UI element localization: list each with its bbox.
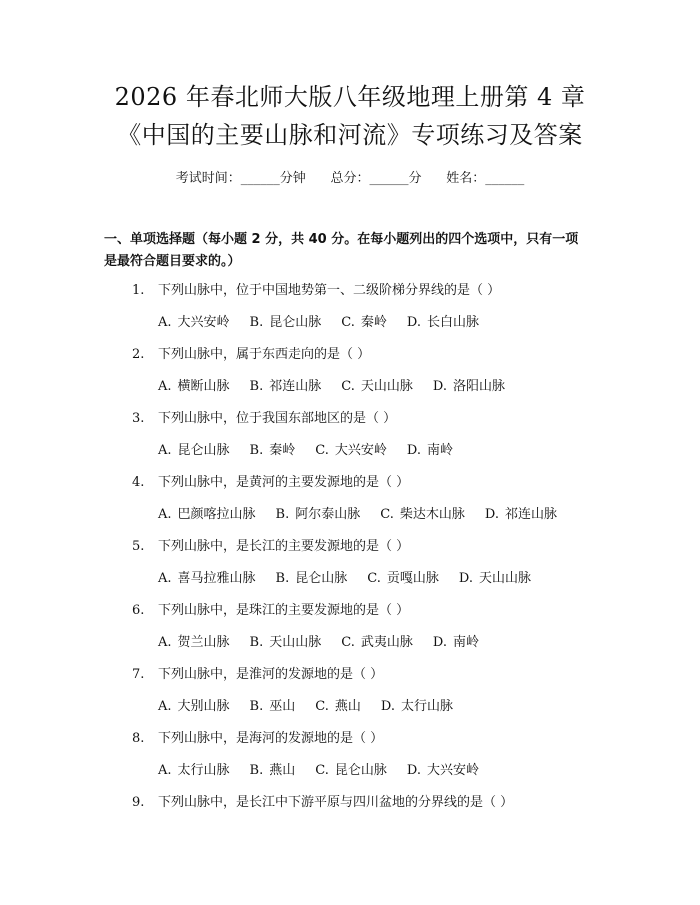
question-row (132, 602, 409, 620)
option-text: 天山山脉 (269, 635, 322, 650)
question-number: 1. (132, 283, 145, 298)
option-text: 横断山脉 (177, 379, 230, 394)
question-options (158, 570, 551, 588)
question-options (158, 762, 499, 780)
option-text: 昆仑山脉 (295, 571, 348, 586)
option-letter: C. (315, 699, 329, 714)
option-text: 巫山 (269, 699, 296, 714)
option-letter: C. (367, 571, 381, 586)
option-text: 柴达木山脉 (399, 507, 465, 522)
option-letter: C. (341, 315, 355, 330)
option-text: 秦岭 (269, 443, 296, 458)
option-text: 贡嘎山脉 (386, 571, 439, 586)
option-d[interactable] (381, 698, 453, 716)
option-text: 燕山 (334, 699, 361, 714)
question-text: 下列山脉中，位于中国地势第一、二级阶梯分界线的是（ ） (158, 283, 501, 298)
option-text: 喜马拉雅山脉 (177, 571, 256, 586)
option-text: 南岭 (426, 443, 453, 458)
option-text: 南岭 (452, 635, 479, 650)
option-text: 大别山脉 (177, 699, 230, 714)
option-letter: B. (275, 571, 290, 586)
option-a[interactable] (158, 698, 230, 716)
option-text: 大兴安岭 (334, 443, 387, 458)
question-text: 下列山脉中，是长江中下游平原与四川盆地的分界线的是（ ） (158, 795, 514, 810)
option-b[interactable] (250, 698, 296, 716)
option-a[interactable] (158, 314, 230, 332)
option-text: 太行山脉 (400, 699, 453, 714)
question-row (132, 794, 513, 812)
question-row (132, 730, 383, 748)
question-number: 8. (132, 731, 145, 746)
option-letter: D. (484, 507, 499, 522)
document-title-line-1: 2026 年春北师大版八年级地理上册第 4 章 (114, 83, 586, 111)
question-text: 下列山脉中，是海河的发源地的是（ ） (158, 731, 384, 746)
option-d[interactable] (407, 762, 479, 780)
option-a[interactable] (158, 506, 256, 524)
option-letter: C. (315, 763, 329, 778)
document-title-line-2: 《中国的主要山脉和河流》专项练习及答案 (117, 121, 583, 149)
question-text: 下列山脉中，是黄河的主要发源地的是（ ） (158, 475, 410, 490)
option-c[interactable] (315, 698, 361, 716)
option-letter: B. (249, 763, 264, 778)
option-text: 昆仑山脉 (177, 443, 230, 458)
option-text: 祁连山脉 (269, 379, 322, 394)
option-b[interactable] (276, 506, 361, 524)
option-letter: C. (380, 507, 394, 522)
option-a[interactable] (158, 634, 230, 652)
option-letter: D. (458, 571, 473, 586)
option-letter: A. (158, 699, 172, 714)
option-text: 长白山脉 (426, 315, 479, 330)
option-letter: B. (249, 315, 264, 330)
option-letter: B. (249, 699, 264, 714)
option-d[interactable] (459, 570, 531, 588)
question-text: 下列山脉中，属于东西走向的是（ ） (158, 347, 371, 362)
option-d[interactable] (485, 506, 557, 524)
question-text: 下列山脉中，是珠江的主要发源地的是（ ） (158, 603, 410, 618)
exam-meta-line: 考试时间：______分钟 总分：______分 姓名：______ (175, 171, 525, 186)
option-text: 大兴安岭 (426, 763, 479, 778)
option-c[interactable] (341, 314, 387, 332)
section-heading-line-1: 一、单项选择题（每小题 2 分，共 40 分。在每小题列出的四个选项中，只有一项 (104, 232, 579, 247)
question-options (158, 314, 499, 332)
section-heading-line-2: 是最符合题目要求的。） (104, 254, 241, 269)
option-text: 太行山脉 (177, 763, 230, 778)
option-letter: A. (158, 379, 172, 394)
option-letter: C. (315, 443, 329, 458)
question-row (132, 538, 409, 556)
option-letter: D. (432, 635, 447, 650)
question-row (132, 282, 500, 300)
question-row (132, 474, 409, 492)
question-text: 下列山脉中，位于我国东部地区的是（ ） (158, 411, 397, 426)
option-text: 洛阳山脉 (452, 379, 505, 394)
question-options (158, 634, 499, 652)
question-row (132, 666, 383, 684)
question-options (158, 442, 473, 460)
option-text: 昆仑山脉 (334, 763, 387, 778)
option-letter: D. (406, 315, 421, 330)
option-b[interactable] (250, 634, 322, 652)
option-text: 祁连山脉 (504, 507, 557, 522)
option-letter: A. (158, 315, 172, 330)
option-text: 巴颜喀拉山脉 (177, 507, 256, 522)
option-text: 天山山脉 (478, 571, 531, 586)
option-b[interactable] (250, 378, 322, 396)
option-c[interactable] (341, 378, 413, 396)
question-number: 9. (132, 795, 145, 810)
option-letter: D. (432, 379, 447, 394)
option-letter: A. (158, 443, 172, 458)
question-number: 3. (132, 411, 145, 426)
question-options (158, 506, 577, 524)
option-letter: D. (380, 699, 395, 714)
option-letter: B. (275, 507, 290, 522)
option-letter: B. (249, 635, 264, 650)
option-b[interactable] (250, 442, 296, 460)
option-letter: D. (406, 763, 421, 778)
question-row (132, 410, 396, 428)
question-number: 5. (132, 539, 145, 554)
option-c[interactable] (380, 506, 465, 524)
option-letter: D. (406, 443, 421, 458)
question-options (158, 378, 525, 396)
option-text: 武夷山脉 (360, 635, 413, 650)
option-text: 天山山脉 (360, 379, 413, 394)
option-c[interactable] (315, 442, 387, 460)
option-text: 昆仑山脉 (269, 315, 322, 330)
option-a[interactable] (158, 570, 256, 588)
option-letter: B. (249, 379, 264, 394)
option-letter: C. (341, 379, 355, 394)
option-d[interactable] (433, 378, 505, 396)
option-text: 大兴安岭 (177, 315, 230, 330)
option-text: 燕山 (269, 763, 296, 778)
option-letter: B. (249, 443, 264, 458)
option-d[interactable] (407, 314, 479, 332)
question-number: 7. (132, 667, 145, 682)
question-number: 2. (132, 347, 145, 362)
option-text: 贺兰山脉 (177, 635, 230, 650)
option-text: 秦岭 (360, 315, 387, 330)
option-letter: A. (158, 763, 172, 778)
option-text: 阿尔泰山脉 (295, 507, 361, 522)
option-a[interactable] (158, 442, 230, 460)
question-options (158, 698, 473, 716)
option-d[interactable] (433, 634, 479, 652)
option-letter: A. (158, 507, 172, 522)
option-c[interactable] (367, 570, 439, 588)
option-b[interactable] (250, 762, 296, 780)
question-text: 下列山脉中，是淮河的发源地的是（ ） (158, 667, 384, 682)
option-b[interactable] (276, 570, 348, 588)
question-row (132, 346, 370, 364)
option-letter: A. (158, 635, 172, 650)
question-text: 下列山脉中，是长江的主要发源地的是（ ） (158, 539, 410, 554)
question-number: 4. (132, 475, 145, 490)
option-a[interactable] (158, 378, 230, 396)
option-d[interactable] (407, 442, 453, 460)
option-c[interactable] (315, 762, 387, 780)
option-c[interactable] (341, 634, 413, 652)
option-a[interactable] (158, 762, 230, 780)
option-letter: A. (158, 571, 172, 586)
question-number: 6. (132, 603, 145, 618)
option-letter: C. (341, 635, 355, 650)
option-b[interactable] (250, 314, 322, 332)
